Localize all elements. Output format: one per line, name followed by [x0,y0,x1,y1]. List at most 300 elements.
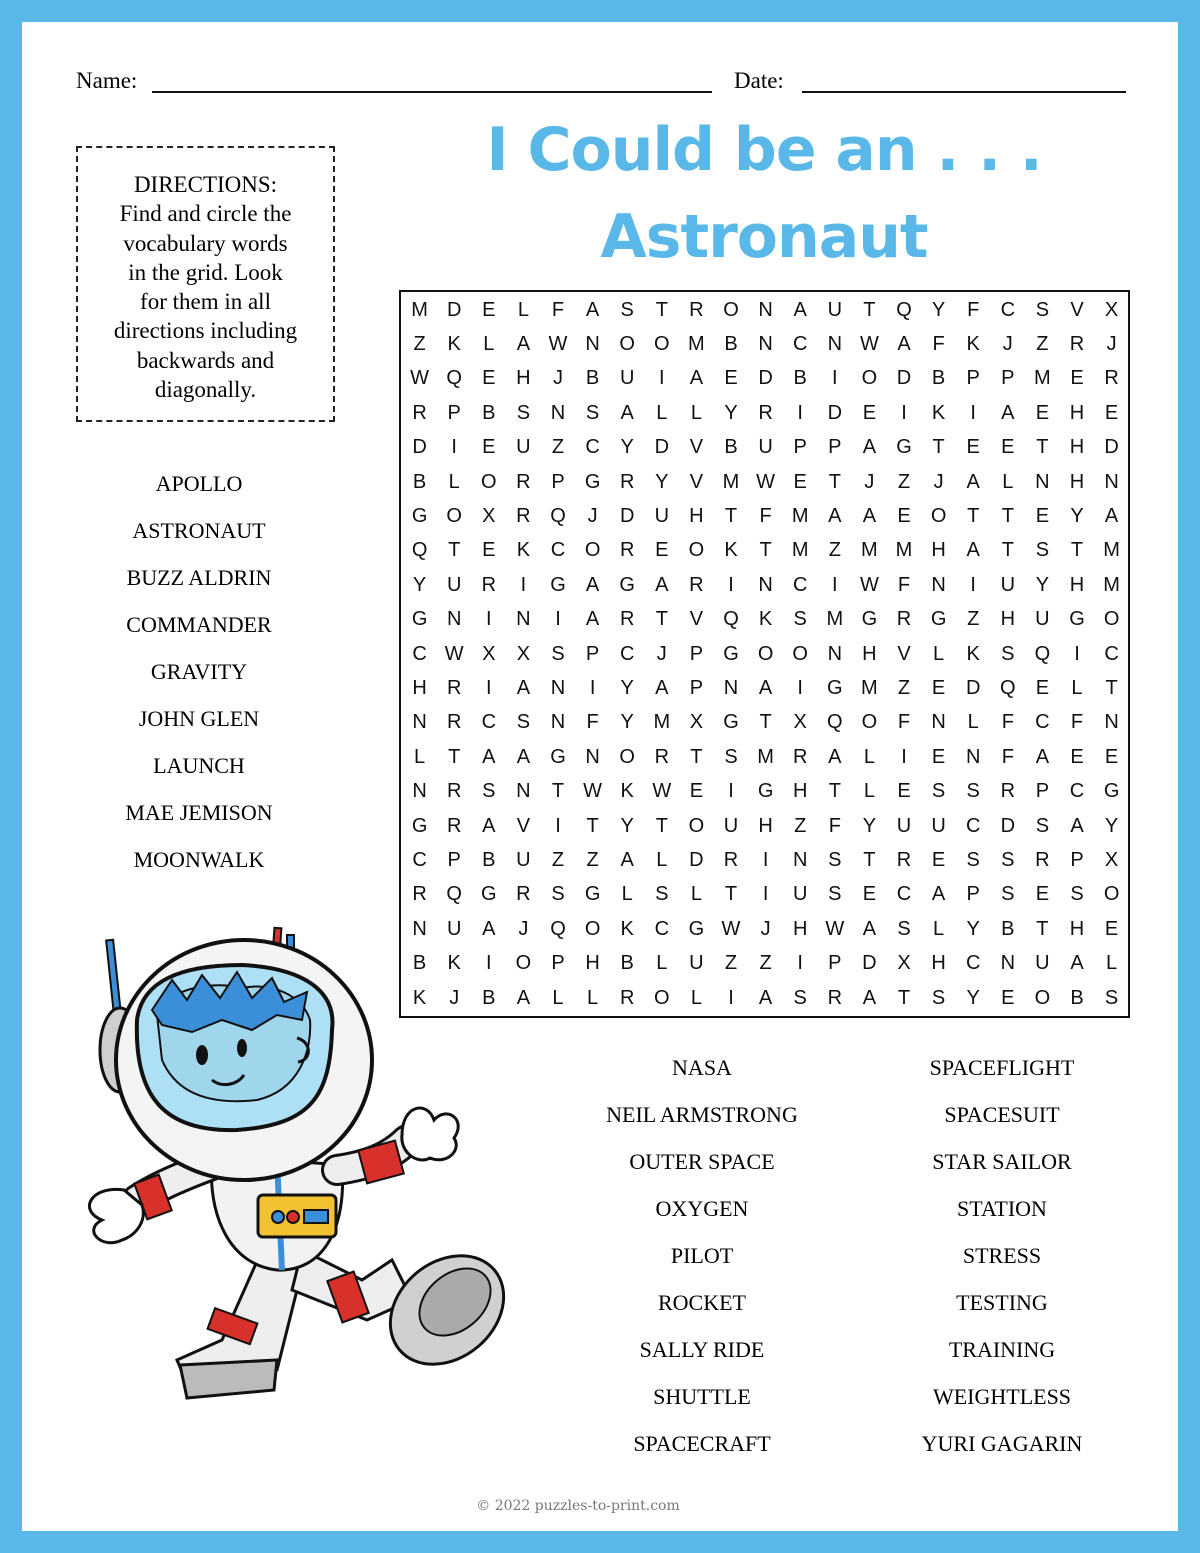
grid-letter[interactable]: O [584,917,601,940]
grid-letter[interactable]: G [411,814,428,837]
grid-letter[interactable]: F [897,573,911,596]
grid-letter[interactable]: V [516,814,531,837]
grid-letter[interactable]: E [931,848,946,871]
grid-letter[interactable]: X [482,504,496,527]
grid-letter[interactable]: H [931,539,946,562]
grid-letter[interactable]: N [723,676,739,699]
grid-letter[interactable]: Z [551,848,565,871]
grid-letter[interactable]: N [585,332,600,355]
grid-letter[interactable]: R [446,814,462,837]
grid-letter[interactable]: T [655,814,668,837]
grid-letter[interactable]: E [793,470,807,493]
grid-letter[interactable]: L [1106,952,1118,975]
grid-letter[interactable]: B [482,986,496,1009]
grid-letter[interactable]: L [414,745,426,768]
grid-letter[interactable]: N [585,745,600,768]
grid-letter[interactable]: I [728,986,734,1009]
grid-letter[interactable]: N [965,745,981,768]
grid-letter[interactable]: R [689,298,704,321]
grid-letter[interactable]: E [966,436,980,459]
grid-letter[interactable]: S [724,745,738,768]
grid-letter[interactable]: M [826,608,844,631]
grid-letter[interactable]: S [828,848,842,871]
grid-letter[interactable]: Z [794,814,807,837]
grid-letter[interactable]: P [447,401,461,424]
grid-letter[interactable]: D [619,504,635,527]
grid-letter[interactable]: U [792,883,808,906]
grid-letter[interactable]: S [1035,814,1050,837]
grid-letter[interactable]: N [758,298,773,321]
grid-letter[interactable]: T [1036,917,1049,940]
grid-letter[interactable]: D [862,952,877,975]
grid-letter[interactable]: L [656,848,668,871]
grid-letter[interactable]: T [1070,539,1084,562]
grid-letter[interactable]: Y [620,436,634,459]
grid-letter[interactable]: P [828,436,842,459]
grid-letter[interactable]: J [933,470,944,493]
grid-letter[interactable]: M [688,332,705,355]
grid-letter[interactable]: B [931,367,946,390]
grid-letter[interactable]: N [1104,470,1119,493]
grid-letter[interactable]: H [862,642,877,665]
grid-letter[interactable]: K [620,780,634,803]
grid-letter[interactable]: E [482,539,496,562]
grid-letter[interactable]: X [1104,298,1119,321]
grid-letter[interactable]: P [447,848,461,871]
grid-letter[interactable]: R [481,573,497,596]
grid-letter[interactable]: P [966,367,980,390]
grid-letter[interactable]: M [1103,539,1120,562]
grid-letter[interactable]: E [897,780,911,803]
grid-letter[interactable]: R [1069,332,1085,355]
grid-letter[interactable]: F [1001,745,1014,768]
grid-letter[interactable]: G [861,608,878,631]
grid-letter[interactable]: E [724,367,738,390]
grid-letter[interactable]: D [896,367,912,390]
grid-letter[interactable]: E [1070,367,1084,390]
grid-letter[interactable]: H [1069,573,1085,596]
grid-letter[interactable]: Y [862,814,877,837]
grid-letter[interactable]: S [551,642,565,665]
grid-letter[interactable]: L [690,401,702,424]
grid-letter[interactable]: R [516,883,531,906]
grid-letter[interactable]: C [792,573,808,596]
grid-letter[interactable]: F [967,298,980,321]
grid-letter[interactable]: O [619,332,635,355]
grid-letter[interactable]: X [793,711,807,734]
grid-letter[interactable]: T [724,883,738,906]
grid-letter[interactable]: A [516,332,531,355]
grid-letter[interactable]: R [619,470,635,493]
grid-letter[interactable]: S [931,780,946,803]
grid-letter[interactable]: H [585,952,600,975]
grid-letter[interactable]: C [1104,642,1119,665]
grid-letter[interactable]: Z [967,608,980,631]
grid-letter[interactable]: S [516,401,531,424]
grid-letter[interactable]: D [412,436,427,459]
grid-letter[interactable]: I [970,573,976,596]
grid-letter[interactable]: Q [827,711,843,734]
grid-letter[interactable]: H [792,917,808,940]
grid-letter[interactable]: Y [1104,814,1119,837]
grid-letter[interactable]: L [690,986,702,1009]
grid-letter[interactable]: Q [1034,642,1051,665]
grid-letter[interactable]: S [516,711,531,734]
grid-letter[interactable]: H [1000,608,1016,631]
grid-letter[interactable]: I [659,367,665,390]
grid-letter[interactable]: W [652,780,672,803]
grid-letter[interactable]: G [896,436,912,459]
grid-letter[interactable]: R [1104,367,1119,390]
grid-letter[interactable]: G [757,780,774,803]
grid-letter[interactable]: S [1035,539,1050,562]
grid-letter[interactable]: I [832,367,838,390]
grid-letter[interactable]: N [1035,470,1050,493]
grid-letter[interactable]: C [965,814,981,837]
grid-letter[interactable]: I [797,952,803,975]
grid-letter[interactable]: T [1001,539,1014,562]
grid-letter[interactable]: A [585,573,600,596]
grid-letter[interactable]: G [930,608,947,631]
grid-letter[interactable]: A [482,814,496,837]
grid-letter[interactable]: N [412,711,427,734]
grid-letter[interactable]: I [486,608,492,631]
grid-letter[interactable]: V [689,436,704,459]
grid-letter[interactable]: I [555,608,561,631]
grid-letter[interactable]: I [970,401,976,424]
grid-letter[interactable]: N [446,608,462,631]
grid-letter[interactable]: G [411,504,428,527]
grid-letter[interactable]: R [516,504,531,527]
grid-letter[interactable]: W [859,332,879,355]
grid-letter[interactable]: A [793,298,807,321]
grid-letter[interactable]: Z [586,848,599,871]
grid-letter[interactable]: D [1000,814,1016,837]
grid-letter[interactable]: G [723,711,739,734]
grid-letter[interactable]: Z [724,952,738,975]
grid-letter[interactable]: R [1000,780,1016,803]
grid-letter[interactable]: P [585,642,600,665]
grid-letter[interactable]: A [828,504,842,527]
grid-letter[interactable]: D [965,676,981,699]
grid-letter[interactable]: Q [896,298,912,321]
grid-letter[interactable]: J [656,642,667,665]
grid-letter[interactable]: A [516,986,531,1009]
grid-letter[interactable]: R [446,711,462,734]
grid-letter[interactable]: I [762,848,769,871]
grid-letter[interactable]: L [656,952,668,975]
grid-letter[interactable]: I [1074,642,1080,665]
grid-letter[interactable]: R [516,470,531,493]
grid-letter[interactable]: H [792,780,808,803]
grid-letter[interactable]: N [827,332,843,355]
grid-letter[interactable]: G [688,917,705,940]
grid-letter[interactable]: A [620,401,634,424]
grid-letter[interactable]: L [1002,470,1014,493]
grid-letter[interactable]: N [792,848,808,871]
grid-letter[interactable]: I [797,401,803,424]
grid-letter[interactable]: I [589,676,596,699]
grid-letter[interactable]: O [481,470,497,493]
grid-letter[interactable]: L [656,401,668,424]
grid-letter[interactable]: L [690,883,702,906]
grid-letter[interactable]: L [1071,676,1083,699]
grid-letter[interactable]: A [585,298,600,321]
grid-letter[interactable]: N [827,642,843,665]
grid-letter[interactable]: M [861,539,878,562]
grid-letter[interactable]: E [897,504,911,527]
grid-letter[interactable]: C [1069,780,1085,803]
grid-letter[interactable]: N [1104,711,1119,734]
grid-letter[interactable]: S [1001,642,1015,665]
grid-letter[interactable]: A [1070,952,1084,975]
grid-letter[interactable]: I [832,573,838,596]
grid-letter[interactable]: Z [897,470,911,493]
grid-letter[interactable]: E [931,676,946,699]
grid-letter[interactable]: S [585,401,600,424]
grid-letter[interactable]: A [655,676,669,699]
grid-letter[interactable]: T [448,745,461,768]
grid-letter[interactable]: P [1035,780,1050,803]
grid-letter[interactable]: R [896,608,912,631]
grid-letter[interactable]: W [825,917,845,940]
grid-letter[interactable]: T [897,986,911,1009]
grid-letter[interactable]: N [516,780,531,803]
grid-letter[interactable]: E [689,780,704,803]
grid-letter[interactable]: Q [446,367,462,390]
grid-letter[interactable]: K [412,986,427,1009]
grid-letter[interactable]: O [584,539,601,562]
grid-letter[interactable]: O [654,986,670,1009]
grid-letter[interactable]: P [1001,367,1015,390]
grid-letter[interactable]: O [757,642,774,665]
grid-letter[interactable]: N [412,780,427,803]
grid-letter[interactable]: X [516,642,531,665]
grid-letter[interactable]: N [931,573,946,596]
grid-letter[interactable]: B [793,367,807,390]
grid-letter[interactable]: B [1070,986,1084,1009]
grid-letter[interactable]: A [1104,504,1119,527]
grid-letter[interactable]: G [550,573,566,596]
grid-letter[interactable]: T [759,711,772,734]
grid-letter[interactable]: K [620,917,634,940]
grid-letter[interactable]: D [1104,436,1119,459]
grid-letter[interactable]: Y [1070,504,1084,527]
grid-letter[interactable]: V [689,608,704,631]
grid-letter[interactable]: I [451,436,457,459]
grid-letter[interactable]: S [1035,298,1050,321]
grid-letter[interactable]: U [516,436,531,459]
grid-letter[interactable]: M [1034,367,1051,390]
grid-letter[interactable]: N [758,332,773,355]
grid-letter[interactable]: U [516,848,531,871]
grid-letter[interactable]: M [791,539,809,562]
grid-letter[interactable]: W [859,573,879,596]
grid-letter[interactable]: C [585,436,600,459]
grid-letter[interactable]: U [1000,573,1016,596]
grid-letter[interactable]: R [1035,848,1050,871]
grid-letter[interactable]: C [1000,298,1016,321]
grid-letter[interactable]: F [932,332,945,355]
grid-letter[interactable]: W [756,470,776,493]
grid-letter[interactable]: H [1069,436,1085,459]
grid-letter[interactable]: L [517,298,529,321]
grid-letter[interactable]: N [550,676,566,699]
grid-letter[interactable]: A [655,573,669,596]
grid-letter[interactable]: I [797,676,803,699]
grid-letter[interactable]: S [793,986,807,1009]
grid-letter[interactable]: S [482,780,496,803]
grid-letter[interactable]: E [482,436,496,459]
grid-letter[interactable]: J [552,367,563,390]
grid-letter[interactable]: A [620,848,634,871]
grid-letter[interactable]: Z [897,676,911,699]
grid-letter[interactable]: Z [828,539,841,562]
grid-letter[interactable]: G [584,470,601,493]
grid-letter[interactable]: P [689,642,704,665]
grid-letter[interactable]: A [758,676,773,699]
grid-letter[interactable]: I [555,814,561,837]
grid-letter[interactable]: A [931,883,946,906]
grid-letter[interactable]: N [550,711,566,734]
grid-letter[interactable]: K [966,332,980,355]
grid-letter[interactable]: G [723,642,739,665]
grid-letter[interactable]: R [827,986,843,1009]
grid-letter[interactable]: N [550,401,566,424]
grid-letter[interactable]: L [863,780,875,803]
grid-letter[interactable]: Q [723,608,739,631]
grid-letter[interactable]: P [689,676,704,699]
grid-letter[interactable]: A [1070,814,1084,837]
grid-letter[interactable]: Z [1036,332,1049,355]
grid-letter[interactable]: L [863,745,875,768]
grid-letter[interactable]: S [1070,883,1084,906]
grid-letter[interactable]: E [1104,917,1119,940]
grid-letter[interactable]: E [1035,883,1050,906]
grid-letter[interactable]: Z [759,952,772,975]
grid-letter[interactable]: E [482,298,496,321]
grid-letter[interactable]: O [1103,883,1120,906]
grid-letter[interactable]: D [689,848,704,871]
grid-letter[interactable]: F [586,711,599,734]
grid-letter[interactable]: O [1034,986,1051,1009]
grid-letter[interactable]: T [551,780,565,803]
grid-letter[interactable]: M [653,711,671,734]
grid-letter[interactable]: H [689,504,704,527]
grid-letter[interactable]: A [966,470,980,493]
grid-letter[interactable]: E [862,883,877,906]
grid-letter[interactable]: I [728,573,734,596]
grid-letter[interactable]: T [932,436,945,459]
grid-letter[interactable]: G [411,608,428,631]
grid-letter[interactable]: O [619,745,635,768]
grid-letter[interactable]: J [1106,332,1117,355]
grid-letter[interactable]: B [1001,917,1015,940]
grid-letter[interactable]: L [967,711,979,734]
grid-letter[interactable]: A [516,745,531,768]
grid-letter[interactable]: U [758,436,773,459]
grid-letter[interactable]: X [482,642,496,665]
grid-letter[interactable]: C [550,539,566,562]
grid-letter[interactable]: O [930,504,947,527]
grid-letter[interactable]: I [520,573,527,596]
grid-letter[interactable]: E [482,367,496,390]
grid-letter[interactable]: P [828,952,842,975]
grid-letter[interactable]: C [412,848,427,871]
grid-letter[interactable]: Y [1035,573,1050,596]
grid-letter[interactable]: Y [724,401,738,424]
grid-letter[interactable]: H [516,367,531,390]
grid-letter[interactable]: Z [413,332,426,355]
grid-letter[interactable]: L [933,642,945,665]
grid-letter[interactable]: W [410,367,430,390]
grid-letter[interactable]: S [897,917,911,940]
grid-letter[interactable]: O [861,367,878,390]
grid-letter[interactable]: H [931,952,946,975]
grid-letter[interactable]: Y [931,298,946,321]
grid-letter[interactable]: E [1035,676,1050,699]
grid-letter[interactable]: O [688,539,705,562]
grid-letter[interactable]: R [723,848,739,871]
grid-letter[interactable]: A [897,332,911,355]
grid-letter[interactable]: I [901,401,907,424]
grid-letter[interactable]: L [933,917,945,940]
grid-letter[interactable]: L [483,332,495,355]
grid-letter[interactable]: U [689,952,704,975]
grid-letter[interactable]: Q [1000,676,1016,699]
grid-letter[interactable]: H [758,814,773,837]
grid-letter[interactable]: C [1035,711,1050,734]
grid-letter[interactable]: Y [655,470,669,493]
grid-letter[interactable]: B [724,332,738,355]
grid-letter[interactable]: B [585,367,600,390]
grid-letter[interactable]: A [862,986,877,1009]
grid-letter[interactable]: A [862,504,877,527]
grid-letter[interactable]: S [655,883,669,906]
grid-letter[interactable]: Q [550,917,566,940]
grid-letter[interactable]: U [896,814,912,837]
grid-letter[interactable]: O [723,298,739,321]
grid-letter[interactable]: X [897,952,911,975]
grid-letter[interactable]: C [896,883,912,906]
grid-letter[interactable]: W [444,642,464,665]
grid-letter[interactable]: U [619,367,635,390]
grid-letter[interactable]: Y [620,814,634,837]
grid-letter[interactable]: R [619,539,635,562]
grid-letter[interactable]: E [1104,745,1119,768]
grid-letter[interactable]: G [481,883,497,906]
grid-letter[interactable]: F [1001,711,1014,734]
grid-letter[interactable]: T [863,848,876,871]
grid-letter[interactable]: J [760,917,771,940]
grid-letter[interactable]: U [654,504,670,527]
grid-letter[interactable]: V [689,470,704,493]
grid-letter[interactable]: M [1103,573,1120,596]
grid-letter[interactable]: O [654,332,670,355]
grid-letter[interactable]: A [966,539,980,562]
grid-letter[interactable]: U [1035,952,1050,975]
grid-letter[interactable]: A [585,608,600,631]
grid-letter[interactable]: U [446,573,462,596]
grid-letter[interactable]: E [1001,986,1015,1009]
grid-letter[interactable]: G [550,745,566,768]
grid-letter[interactable]: T [690,745,703,768]
grid-letter[interactable]: N [412,917,427,940]
grid-letter[interactable]: T [759,539,772,562]
grid-letter[interactable]: E [862,401,877,424]
grid-letter[interactable]: O [792,642,808,665]
grid-letter[interactable]: R [412,401,427,424]
